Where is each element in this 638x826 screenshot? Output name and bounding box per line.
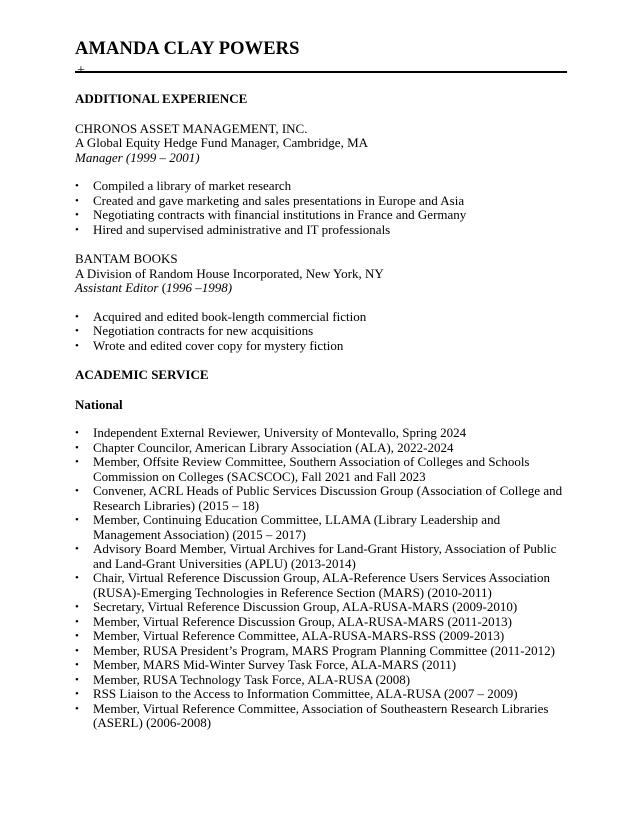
list-item: • Member, RUSA Technology Task Force, ALA-RUSA (2008) bbox=[75, 673, 567, 688]
org-block-bantam bbox=[75, 252, 567, 296]
org-name: BANTAM BOOKS bbox=[75, 251, 178, 266]
list-item: • Member, Offsite Review Committee, Southern Association of Colleges and Schools Commission on Colleges (SACSCOC), Fall 2021 and Fall 2023 bbox=[75, 455, 567, 484]
org-description: A Division of Random House Incorporated, New York, NY bbox=[75, 265, 384, 281]
subheading-national: National bbox=[75, 396, 123, 412]
list-item: • Wrote and edited cover copy for mystery fiction bbox=[75, 339, 567, 354]
list-item: • Hired and supervised administrative and IT professionals bbox=[75, 223, 567, 238]
org-role-title: Assistant Editor bbox=[75, 280, 159, 295]
list-item: • Member, Virtual Reference Committee, ALA-RUSA-MARS-RSS (2009-2013) bbox=[75, 629, 567, 644]
list-item: • Member, RUSA President’s Program, MARS Program Planning Committee (2011-2012) bbox=[75, 644, 567, 659]
list-item: • Member, Continuing Education Committee, LLAMA (Library Leadership and Management Association) (2015 – 2017) bbox=[75, 513, 567, 542]
horizontal-rule bbox=[75, 71, 567, 73]
org-description: A Global Equity Hedge Fund Manager, Cambridge, MA bbox=[75, 135, 369, 150]
org-role bbox=[75, 281, 567, 296]
list-item: • Created and gave marketing and sales presentations in Europe and Asia bbox=[75, 194, 567, 209]
section-heading-academic-service: ACADEMIC SERVICE bbox=[75, 367, 209, 382]
bullet-list-national bbox=[75, 426, 567, 731]
resume-page bbox=[75, 38, 567, 731]
org-role-dates: 1996 –1998) bbox=[166, 280, 233, 295]
list-item: • Chair, Virtual Reference Discussion Group, ALA-Reference Users Services Association (RUSA)-Emerging Technologies in Reference Section (MARS) (2010-2011) bbox=[75, 571, 567, 600]
header-rule bbox=[75, 65, 567, 79]
section-heading-additional-experience: ADDITIONAL EXPERIENCE bbox=[75, 91, 248, 106]
org-block-chronos bbox=[75, 122, 567, 166]
org-role: Manager (1999 – 2001) bbox=[75, 149, 200, 165]
list-item: • Advisory Board Member, Virtual Archives for Land-Grant History, Association of Public and Land-Grant Universities (APLU) (2013-2014) bbox=[75, 542, 567, 571]
list-item: • Member, MARS Mid-Winter Survey Task Force, ALA-MARS (2011) bbox=[75, 658, 567, 673]
list-item: • Acquired and edited book-length commercial fiction bbox=[75, 310, 567, 325]
page-title: AMANDA CLAY POWERS bbox=[75, 39, 300, 59]
org-name: CHRONOS ASSET MANAGEMENT, INC. bbox=[75, 120, 308, 136]
rule-mark: + bbox=[77, 63, 85, 78]
list-item: • Compiled a library of market research bbox=[75, 179, 567, 194]
list-item: • Independent External Reviewer, University of Montevallo, Spring 2024 bbox=[75, 426, 567, 441]
org-role-paren: ( bbox=[158, 280, 167, 295]
bullet-list-chronos bbox=[75, 179, 567, 237]
list-item: • Chapter Councilor, American Library Association (ALA), 2022-2024 bbox=[75, 441, 567, 456]
list-item: • Convener, ACRL Heads of Public Services Discussion Group (Association of College and Research Libraries) (2015 – 18) bbox=[75, 484, 567, 513]
list-item: • Secretary, Virtual Reference Discussion Group, ALA-RUSA-MARS (2009-2010) bbox=[75, 600, 567, 615]
list-item: • Member, Virtual Reference Committee, Association of Southeastern Research Libraries (ASERL) (2006-2008) bbox=[75, 702, 567, 731]
list-item: • Negotiating contracts with financial institutions in France and Germany bbox=[75, 208, 567, 223]
list-item: • Member, Virtual Reference Discussion Group, ALA-RUSA-MARS (2011-2013) bbox=[75, 615, 567, 630]
list-item: • RSS Liaison to the Access to Information Committee, ALA-RUSA (2007 – 2009) bbox=[75, 687, 567, 702]
list-item: • Negotiation contracts for new acquisitions bbox=[75, 324, 567, 339]
bullet-list-bantam bbox=[75, 310, 567, 354]
